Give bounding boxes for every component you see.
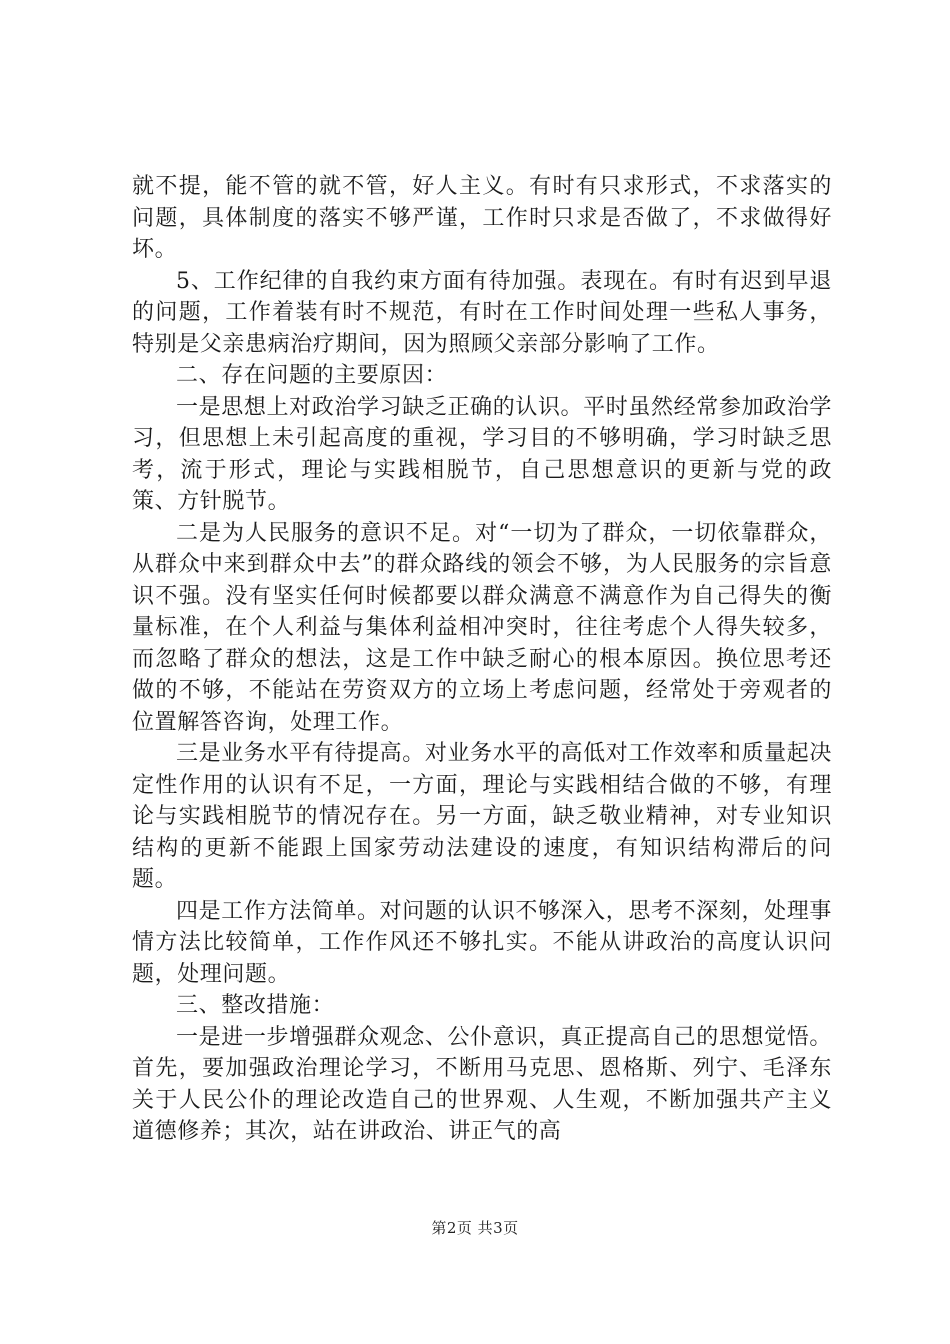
section-heading: 三、整改措施： (176, 993, 335, 1018)
page-footer: 第2页 共3页 (431, 1219, 519, 1237)
paragraph: 一是思想上对政治学习缺乏正确的认识。平时虽然经常参加政治学习，但思想上未引起高度的重视，学习目的不够明确，学习时缺乏思考，流于形式，理论与实践相脱节，自己思想意识的更新与党的政策、方针脱节。 (132, 394, 832, 514)
paragraph: 就不提，能不管的就不管，好人主义。有时有只求形式，不求落实的问题，具体制度的落实不够严谨，工作时只求是否做了，不求做得好坏。 (132, 174, 832, 262)
paragraph: 一是进一步增强群众观念、公仆意识，真正提高自己的思想觉悟。首先，要加强政治理论学习，不断用马克思、恩格斯、列宁、毛泽东关于人民公仆的理论改造自己的世界观、人生观，不断加强共产主义道德修养；其次，站在讲政治、讲正气的高 (132, 1024, 832, 1144)
paragraph: 四是工作方法简单。对问题的认识不够深入，思考不深刻，处理事情方法比较简单，工作作风还不够扎实。不能从讲政治的高度认识问题，处理问题。 (132, 898, 832, 987)
document-body (132, 171, 832, 1148)
paragraph: 5、工作纪律的自我约束方面有待加强。表现在。有时有迟到早退的问题，工作着装有时不规范，有时在工作时间处理一些私人事务，特别是父亲患病治疗期间，因为照顾父亲部分影响了工作。 (132, 268, 832, 357)
paragraph: 二是为人民服务的意识不足。对“一切为了群众，一切依靠群众，从群众中来到群众中去”的群众路线的领会不够，为人民服务的宗旨意识不强。没有坚实任何时候都要以群众满意不满意作为自己得失的衡量标准，在个人利益与集体利益相冲突时，往往考虑个人得失较多，而忽略了群众的想法，这是工作中缺乏耐心的根本原因。换位思考还做的不够，不能站在劳资双方的立场上考虑问题，经常处于旁观者的位置解答咨询，处理工作。 (132, 520, 832, 735)
paragraph: 三是业务水平有待提高。对业务水平的高低对工作效率和质量起决定性作用的认识有不足，一方面，理论与实践相结合做的不够，有理论与实践相脱节的情况存在。另一方面，缺乏敬业精神，对专业知识结构的更新不能跟上国家劳动法建设的速度，有知识结构滞后的问题。 (132, 741, 832, 892)
section-heading: 二、存在问题的主要原因： (176, 363, 448, 388)
